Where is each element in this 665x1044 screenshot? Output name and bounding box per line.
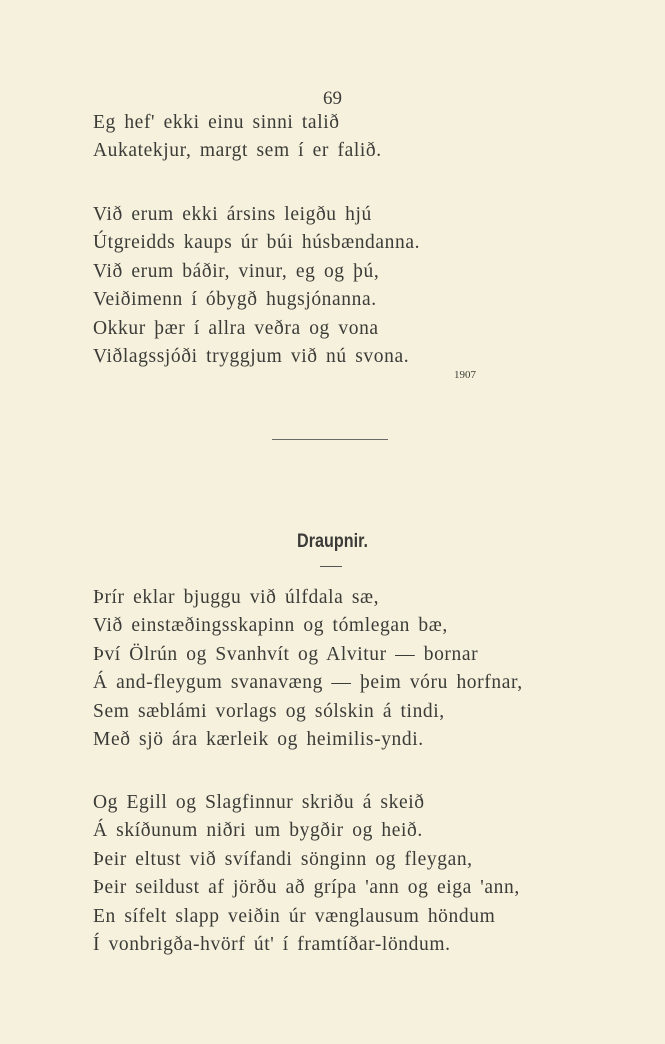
verse-line: Við erum báðir, vinur, eg og þú, [93, 260, 380, 282]
poem1-stanza-2 [93, 201, 420, 371]
title-dash [320, 566, 342, 567]
verse-line: Og Egill og Slagfinnur skriðu á skeið [93, 792, 425, 813]
verse-line: Okkur þær í allra veðra og vona [93, 317, 379, 339]
page-number: 69 [323, 88, 342, 109]
verse-line: Við erum ekki ársins leigðu hjú [93, 204, 372, 225]
verse-line: Við einstæðingsskapinn og tómlegan bæ, [93, 615, 448, 637]
verse-line: En sífelt slapp veiðin úr vænglausum höndum [93, 905, 496, 927]
verse-line: Aukatekjur, margt sem í er falið. [93, 140, 382, 162]
verse-line: Þrír eklar bjuggu við úlfdala sæ, [93, 587, 380, 608]
poem2-stanza-1 [93, 584, 523, 754]
poem2-stanza-2 [93, 789, 520, 959]
poem-year: 1907 [454, 369, 476, 381]
verse-line: Sem sæblámi vorlags og sólskin á tindi, [93, 700, 445, 722]
verse-line: Því Ölrún og Svanhvít og Alvitur — bornar [93, 643, 479, 665]
verse-line: Í vonbrigða-hvörf út' í framtíðar-löndum. [93, 934, 451, 956]
section-divider [272, 439, 388, 440]
verse-line: Veiðimenn í óbygð hugsjónanna. [93, 289, 377, 311]
verse-line: Þeir seildust af jörðu að grípa 'ann og eiga 'ann, [93, 877, 520, 899]
poem1-stanza-1 [93, 109, 382, 166]
verse-line: Á and-fleygum svanavæng — þeim vóru horfnar, [93, 672, 523, 694]
verse-line: Á skíðunum niðri um bygðir og heið. [93, 820, 423, 842]
verse-line: Viðlagssjóði tryggjum við nú svona. [93, 346, 410, 368]
verse-line: Þeir eltust við svífandi sönginn og fleygan, [93, 848, 473, 870]
verse-line: Útgreidds kaups úr búi húsbændanna. [93, 232, 421, 254]
poem-title: Draupnir. [297, 531, 368, 552]
verse-line: Með sjö ára kærleik og heimilis-yndi. [93, 729, 424, 751]
verse-line: Eg hef' ekki einu sinni talið [93, 112, 340, 133]
